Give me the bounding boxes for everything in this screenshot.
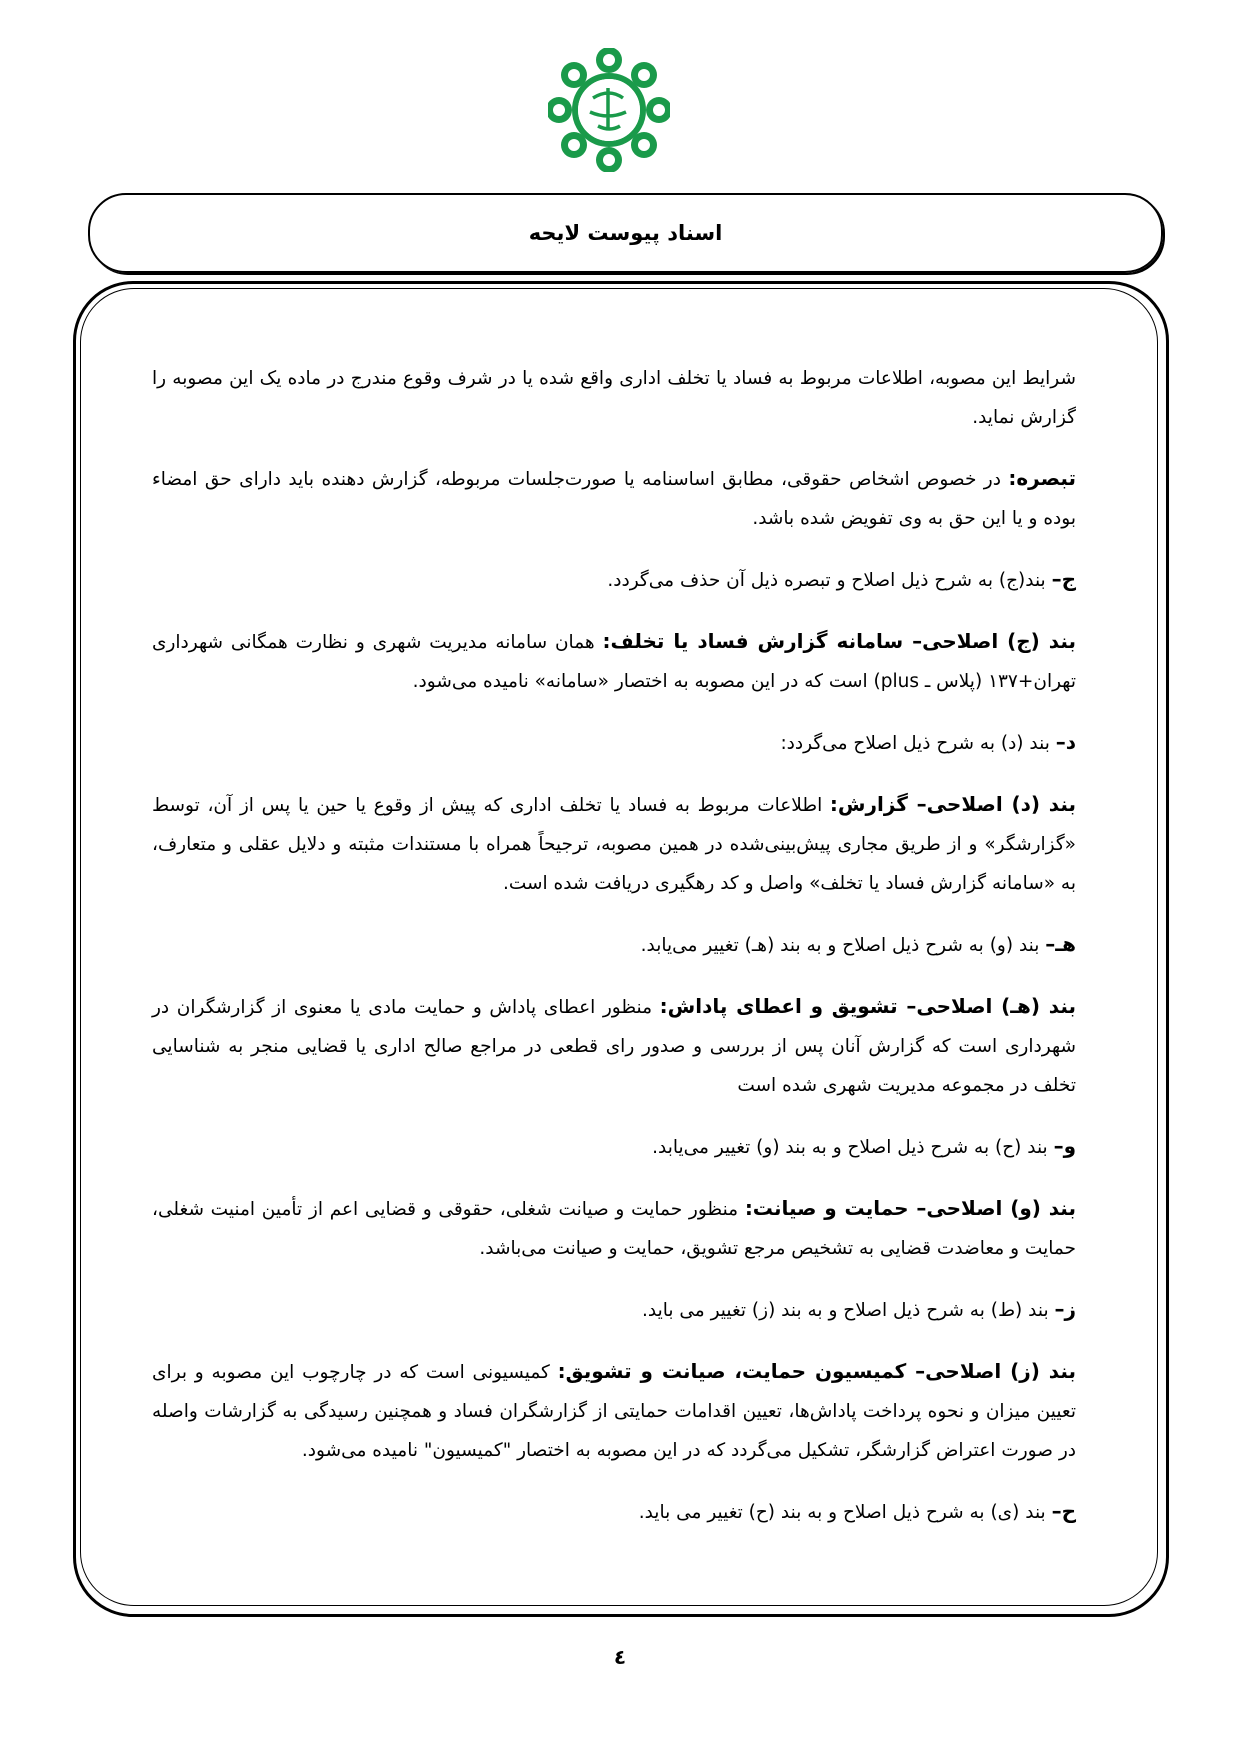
paragraph-lead: بند (هـ) اصلاحی– تشویق و اعطای پاداش: xyxy=(659,994,1076,1018)
header-box xyxy=(88,193,1163,273)
paragraph-text: بند (ح) به شرح ذیل اصلاح و به بند (و) تغییر می‌یابد. xyxy=(652,1137,1054,1158)
paragraph-lead: د– xyxy=(1055,730,1076,754)
paragraph-text: همان سامانه مدیریت شهری و نظارت همگانی شهرداری تهران+۱۳۷ (پلاس ـ plus) است که در این مصوبه به اختصار «سامانه» نامیده می‌شود. xyxy=(152,632,1076,692)
paragraph-lead: ز– xyxy=(1054,1297,1076,1321)
paragraph-lead: هـ– xyxy=(1045,932,1076,956)
paragraph xyxy=(152,560,1076,600)
paragraph-text: بند (ی) به شرح ذیل اصلاح و به بند (ح) تغییر می باید. xyxy=(638,1502,1052,1523)
paragraph xyxy=(152,1127,1076,1167)
paragraph xyxy=(152,1492,1076,1532)
paragraph-text: منظور حمایت و صیانت شغلی، حقوقی و قضایی اعم از تأمین امنیت شغلی، حمایت و معاضدت قضایی به تشخیص مرجع تشویق، حمایت و صیانت می‌باشد. xyxy=(152,1199,1076,1259)
paragraph xyxy=(152,1352,1076,1470)
paragraph xyxy=(152,622,1076,701)
paragraph-text: منظور اعطای پاداش و حمایت مادی یا معنوی از گزارشگران در شهرداری است که گزارش آنان پس از بررسی و صدور رای قطعی در مراجع صالح اداری یا قضایی منجر به شناسایی تخلف در مجموعه مدیریت شهری شده است xyxy=(152,997,1076,1096)
paragraph-lead: بند (د) اصلاحی– گزارش: xyxy=(829,792,1076,816)
paragraph-text: اطلاعات مربوط به فساد یا تخلف اداری که پیش از وقوع یا حین یا پس از آن، توسط «گزارشگر» و از طریق مجاری پیش‌بینی‌شده در همین مصوبه، ترجیحاً همراه با مستندات مثبته و دلایل عقلی و متعارف، به «سامانه گزارش فساد یا تخلف» واصل و کد رهگیری دریافت شده است. xyxy=(152,795,1076,894)
paragraph xyxy=(152,723,1076,763)
paragraph-lead: و– xyxy=(1053,1134,1076,1158)
header-title: اسناد پیوست لایحه xyxy=(528,221,723,245)
paragraph-text: بند(ج) به شرح ذیل اصلاح و تبصره ذیل آن حذف می‌گردد. xyxy=(607,570,1052,591)
paragraph xyxy=(152,925,1076,965)
paragraph xyxy=(152,1189,1076,1268)
paragraph xyxy=(152,785,1076,903)
paragraph xyxy=(152,987,1076,1105)
tehran-municipality-logo xyxy=(548,48,670,172)
paragraph-lead: ح– xyxy=(1051,1499,1076,1523)
paragraph-lead: تبصره: xyxy=(1008,466,1076,490)
paragraph-lead: بند (ز) اصلاحی– کمیسیون حمایت، صیانت و تشویق: xyxy=(557,1359,1077,1383)
paragraph-text: شرایط این مصوبه، اطلاعات مربوط به فساد یا تخلف اداری واقع شده یا در شرف وقوع مندرج در ماده یک این مصوبه را گزارش نماید. xyxy=(152,368,1076,428)
paragraph-lead: بند (و) اصلاحی– حمایت و صیانت: xyxy=(744,1196,1076,1220)
paragraph-text: بند (و) به شرح ذیل اصلاح و به بند (هـ) تغییر می‌یابد. xyxy=(640,935,1046,956)
paragraph xyxy=(152,358,1076,437)
paragraph-text: کمیسیونی است که در چارچوب این مصوبه و برای تعیین میزان و نحوه پرداخت پاداش‌ها، تعیین اقدامات حمایتی از گزارشگران فساد و همچنین رسیدگی به گزارشات واصله در صورت اعتراض گزارشگر، تشکیل می‌گردد که در این مصوبه به اختصار "کمیسیون" نامیده می‌شود. xyxy=(152,1362,1076,1461)
paragraph-text: در خصوص اشخاص حقوقی، مطابق اساسنامه یا صورت‌جلسات مربوطه، گزارش دهنده باید دارای حق امضاء بوده و یا این حق به وی تفویض شده باشد. xyxy=(152,469,1076,529)
paragraph-lead: بند (ج) اصلاحی– سامانه گزارش فساد یا تخلف: xyxy=(602,629,1076,653)
paragraph-lead: ج– xyxy=(1051,567,1076,591)
paragraph-text: بند (د) به شرح ذیل اصلاح می‌گردد: xyxy=(780,733,1056,754)
page-number: ٤ xyxy=(613,1645,627,1669)
document-body xyxy=(152,358,1076,1554)
paragraph-text: بند (ط) به شرح ذیل اصلاح و به بند (ز) تغییر می باید. xyxy=(641,1300,1055,1321)
paragraph xyxy=(152,459,1076,538)
paragraph xyxy=(152,1290,1076,1330)
